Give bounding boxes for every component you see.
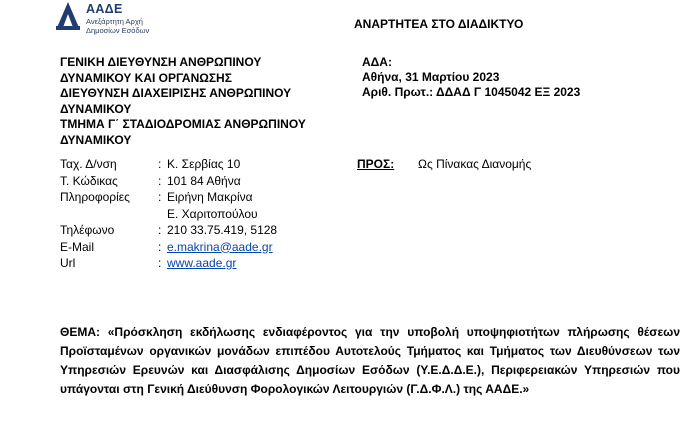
postal-label: Τ. Κώδικας [60,173,118,188]
colon: : [158,173,162,188]
department-line: ΓΕΝΙΚΗ ΔΙΕΥΘΥΝΣΗ ΑΝΘΡΩΠΙΝΟΥ [60,55,262,69]
department-line: ΔΥΝΑΜΙΚΟΥ [60,101,132,116]
phone-label: Τηλέφωνο [60,223,115,237]
colon: : [158,256,162,270]
logo-title: ΑΑΔΕ [86,2,123,16]
colon: : [158,157,162,171]
department-line: ΔΥΝΑΜΙΚΟΥ ΚΑΙ ΟΡΓΑΝΩΣΗΣ [60,70,232,85]
subject-paragraph: ΘΕΜΑ: «Πρόσκληση εκδήλωσης ενδιαφέροντος για την υποβολή υποψηφιοτήτων πλήρωσης θέσεων Προϊσταμένων οργανικών μονάδων επιπέδου Αυτοτελούς Τμήματος και Τμήματος των Διευθύνσεων των Υπηρεσιών Ερευνών και Διασφάλισης Δημοσίων Εσόδων (Υ.Ε.Δ.Δ.Ε.), Περιφερειακών Υπηρεσιών που υπάγονται στη Γενική Διεύθυνση Φορολογικών Λειτουργιών (Γ.Δ.Φ.Λ.) της ΑΑΔΕ.» [60,325,680,396]
url-link[interactable]: www.aade.gr [167,256,237,270]
postal-value: 101 84 Αθήνα [167,173,241,188]
logo-subtitle-line: Δημοσίων Εσόδων [86,26,150,35]
protocol-number: Αριθ. Πρωτ.: ΔΔΑΔ Γ 1045042 ΕΞ 2023 [362,85,581,99]
email-label: E-Mail [60,239,95,254]
department-line: ΔΙΕΥΘΥΝΣΗ ΔΙΑΧΕΙΡΙΣΗΣ ΑΝΘΡΩΠΙΝΟΥ [60,86,292,100]
department-line: ΔΥΝΑΜΙΚΟΥ [60,132,132,147]
post-title: ΑΝΑΡΤΗΤΕΑ ΣΤΟ ΔΙΑΔΙΚΤΥΟ [354,17,524,31]
info-value: Ειρήνη Μακρίνα [167,190,253,204]
url-label: Url [60,256,76,270]
info-value-2: Ε. Χαριτοπούλου [167,206,258,221]
logo-subtitle [86,17,149,35]
aade-logo-icon [56,2,80,30]
department-block [60,55,350,148]
colon: : [158,239,162,254]
address-label: Ταχ. Δ/νση [60,157,117,171]
ada-block [362,55,580,100]
colon: : [158,223,162,237]
colon: : [158,190,162,204]
phone-value: 210 33.75.419, 5128 [167,223,278,237]
email-link[interactable]: e.makrina@aade.gr [167,239,273,254]
document-date: Αθήνα, 31 Μαρτίου 2023 [362,70,500,84]
logo-subtitle-line: Ανεξάρτητη Αρχή [86,17,143,26]
info-label: Πληροφορίες [60,190,130,204]
address-value: Κ. Σερβίας 10 [167,157,241,171]
aade-logo [56,2,186,42]
ada-label: ΑΔΑ: [362,55,392,69]
department-line: ΤΜΗΜΑ Γ΄ ΣΤΑΔΙΟΔΡΟΜΙΑΣ ΑΝΘΡΩΠΙΝΟΥ [60,117,306,131]
recipient-label: ΠΡΟΣ: [357,157,395,171]
recipient-value: Ως Πίνακας Διανομής [418,157,532,171]
